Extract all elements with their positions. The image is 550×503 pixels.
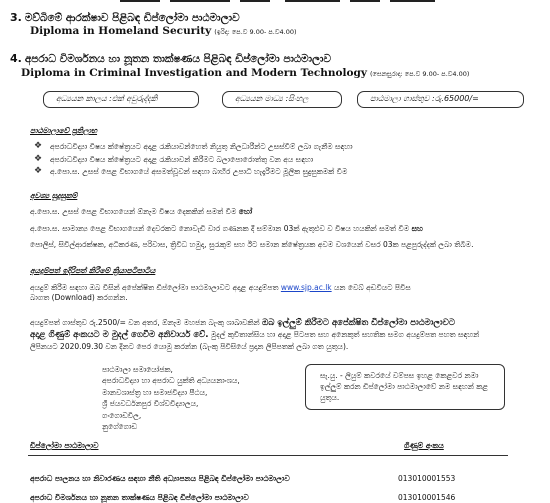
objective-item: ❖ අපරාධවිද්‍යා විෂය ක්ෂේත්‍රයට අදාළ රැකියාවන් කිරීමට බලාපොරොත්තු වන අය සඳහා <box>34 153 314 164</box>
diamond-bullet-icon: ❖ <box>34 153 43 164</box>
website-link[interactable]: www.sjp.ac.lk <box>280 283 332 292</box>
qualification-line-3: පොලිස්, සිවිල්ආරක්ෂක, අධිකරණ, පරිවාස, ත්‍රිවිධ හමුදා, සුරැකුම් සහ ඊට සමාන ක්ෂේත්‍රයක අවම වශයෙන් වසර 03ක පළපුරුද්දක් ලබා තිබීම. <box>30 240 474 249</box>
table-row-program: අපරාධ විමර්ශනය හා නූතන තාක්ෂණය පිළිබඳ ඩිප්ලෝමා පාඨමාලාව <box>30 493 249 502</box>
cut-off-top-line <box>0 0 550 4</box>
course-4-title-en: Diploma in Criminal Investigation and Modern Technology (සෙනසුරාදා: පෙ.ව 9.00- ප.ව4.00) <box>21 67 470 79</box>
envelope-note-box: සැ.යු. - ලියුම් කවරයේ වම්පස ඉහළ කෙළවර නමා ඉල්ලුම් කරන ඩිප්ලෝමා පාඨමාලාවේ නම සඳහන් කළ යුතුය. <box>305 364 505 410</box>
table-row-account: 013010001546 <box>398 493 456 502</box>
table-header-account: ගිණුම් අංකය <box>404 441 444 450</box>
duration-box: අධ්‍යයන කාලය :එක් අවුරුද්දකි <box>43 91 199 108</box>
objective-item: ❖ අ.පො.ස. උසස් පෙළ විභාගයේ අසමත්වූවන් සඳහා බාහිර උපාධි හැදෑරීමට මූලික සුදුසුකමක් වීම <box>34 166 348 177</box>
address-line: මානවශාස්ත්‍ර හා සමාජවිද්‍යා පීඨය, <box>102 387 208 397</box>
apply-paragraph-2: අයදුම්පත් ගාස්තුව රු.2500/= වන අතර, ඕනෑම මහජන බැංකු ශාඛාවකින් ඔබ ඉල්ලුම් කිරීමට අපේක්ෂිත ඩිප්ලෝමා පාඨමාලාවට අදාළ ගිණුම් අංකයට ම මුදල් ගෙවීම අනිවාර්ය වේ. මුදල් කුවිතාන්සිය හා අදාළ පිටපත සහ අනෙකුත් සහතික සමග අයදුම්පත පහත සඳහන් ලිපිනයට 2020.09.30 වන දිනට පෙර යොමු කරන්න (බැංකු පිවිසියේ ප්‍රදාන ලිපිපතක් ලබා ගත යුතුය). <box>30 318 480 351</box>
address-line: පාඨමාලා සමායෝජක, <box>102 365 173 374</box>
course-3-title-en: Diploma in Homeland Security (ඉරිදා: පෙ.ව 9.00- ප.ව4.00) <box>30 25 297 37</box>
address-line: නුගේගොඩ <box>102 422 138 432</box>
course-3-title-si: 3. මව්බිමේ ආරක්ෂාව පිළිබඳ ඩිප්ලෝමා පාඨමාලාව <box>10 11 240 24</box>
course-4-title-si: 4. අපරාධ විමර්ශනය හා නූතන තාක්ෂණය පිළිබඳ ඩිප්ලෝමා පාඨමාලාව <box>10 52 332 65</box>
objectives-list <box>34 141 534 179</box>
table-header-program: ඩිප්ලෝමා පාඨමාලාව <box>30 441 99 450</box>
medium-box: අධ්‍යයන මාධ්‍ය :සිංහල <box>222 91 342 108</box>
qualification-line-2: අ.පො.ස. සාමාන්‍ය පෙළ විභාගයෙන් දෙවරකට නොවැඩි වාර ගණනක දී සම්මාන 03ක් ඇතුළුව ව විෂය හයකින් සමත් වීම සහ <box>30 224 423 233</box>
table-row-program: අපරාධ පාලනය හා නිවාරණය සඳහා නීති අධ්‍යාපනය පිළිබඳ ඩිප්ලෝමා පාඨමාලාව <box>30 474 290 483</box>
address-line: ගංගොඩවිල, <box>102 410 142 420</box>
objectives-heading: පාඨමාලාවේ ප්‍රතිලාභ <box>30 126 98 135</box>
course-4-time: (සෙනසුරාදා: පෙ.ව 9.00- ප.ව4.00) <box>369 70 470 78</box>
diamond-bullet-icon: ❖ <box>34 166 43 177</box>
address-line: ශ්‍රී ජයවර්ධනපුර විශ්වවිද්‍යාලය, <box>102 399 199 409</box>
table-row-account: 013010001553 <box>398 474 456 483</box>
objective-item: ❖ අපරාධවිද්‍යා විෂය ක්ෂේත්‍රයට අදාළ රැකියාවන්හෙත් නියුතු නිලධාරීන්ට උසස්වීම් ලබා ගැනීම සඳහා <box>34 141 353 152</box>
apply-paragraph-1: අයදුම් කිරීම සඳහා ඔබ විසින් අපේක්ෂිත ඩිප්ලෝමා පාඨමාලාවට අදාළ අයදුම්පත www.sjp.ac.lk යන වෙබ් අඩවියට පිවිස බාගත (Download) කරගන්න. <box>30 283 411 302</box>
course-3-time: (ඉරිදා: පෙ.ව 9.00- ප.ව4.00) <box>214 28 297 36</box>
diamond-bullet-icon: ❖ <box>34 141 43 152</box>
qualification-line-1: අ.පො.ස. උසස් පෙළ විභාගයෙන් ඕනෑම විෂය දෙකකින් සමත් වීම හෝ <box>30 207 253 216</box>
table-divider <box>28 455 508 456</box>
apply-heading: අයදුම්පත් ඉදිරිපත් කිරීමේ ක්‍රියාපටිපාටිය <box>30 266 156 275</box>
qualifications-heading: අවශ්‍ය සුදුසුකම් <box>30 191 78 200</box>
mailing-address <box>102 364 240 433</box>
fee-box: පාඨමාලා ගාස්තුව :රු.65000/= <box>357 91 524 108</box>
address-line: අපරාධවිද්‍යා හා අපරාධ යුක්ති අධ්‍යයනාංශය, <box>102 376 240 386</box>
